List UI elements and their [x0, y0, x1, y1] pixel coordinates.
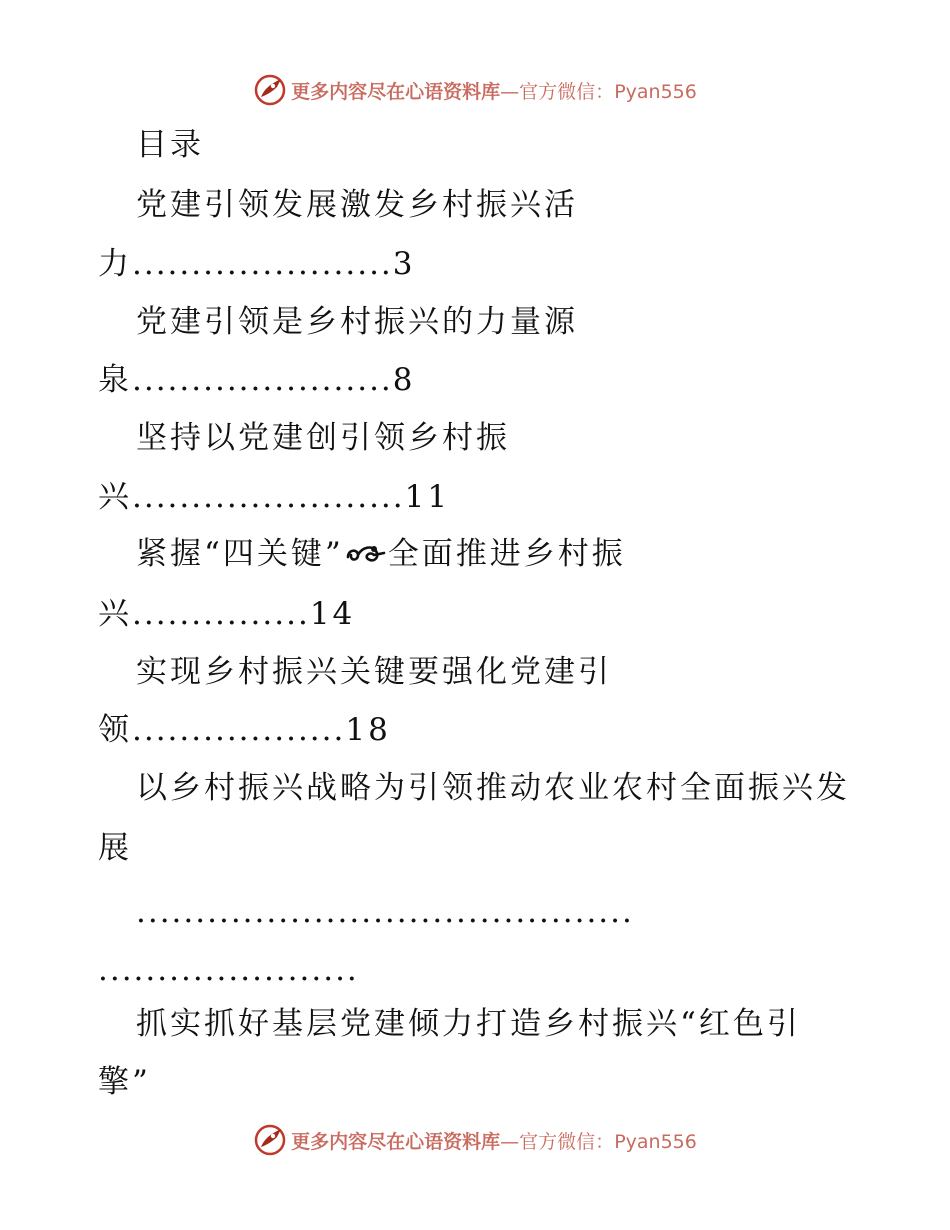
watermark-site: 更多内容尽在心语资料库 — [291, 80, 501, 103]
toc-leader: .................. — [132, 712, 346, 748]
toc-leader: ...................... — [132, 246, 393, 282]
swirl-ornament-icon — [344, 541, 388, 567]
watermark-dash: — — [500, 80, 520, 103]
watermark-dash: — — [500, 1130, 520, 1153]
pen-logo-icon — [253, 73, 287, 107]
toc-page-number: 3 — [392, 246, 416, 282]
footer-watermark — [0, 1120, 950, 1160]
toc-entry-3-title: 坚持以党建创引领乡村振 — [136, 420, 510, 456]
watermark-wechat: 官方微信： — [519, 1130, 615, 1153]
header-watermark — [0, 70, 950, 110]
toc-page-number: 18 — [345, 712, 391, 748]
toc-page-number: 8 — [392, 362, 416, 398]
toc-entry-2-cont: 泉......................8 — [98, 362, 416, 398]
watermark-account: Pyan556 — [614, 80, 697, 103]
toc-leader: ............... — [132, 596, 310, 632]
toc-page-number: 11 — [404, 479, 451, 515]
toc-entry-6-title: 以乡村振兴战略为引领推动农业农村全面振兴发 — [136, 770, 850, 806]
watermark-text — [291, 1127, 697, 1154]
toc-entry-5-cont: 领..................18 — [98, 712, 391, 748]
toc-entry-6-cont: 展 — [98, 830, 132, 866]
watermark-account: Pyan556 — [614, 1130, 697, 1153]
watermark-site: 更多内容尽在心语资料库 — [291, 1130, 501, 1153]
toc-leader: ....................... — [132, 479, 405, 515]
toc-entry-3-cont: 兴.......................11 — [98, 479, 451, 515]
toc-entry-5-title: 实现乡村振兴关键要强化党建引 — [136, 654, 612, 690]
toc-leader: .......................................... — [136, 894, 634, 930]
pen-logo-icon — [253, 1123, 287, 1157]
toc-entry-1-title: 党建引领发展激发乡村振兴活 — [136, 187, 578, 223]
toc-entry-7-title: 抓实抓好基层党建倾力打造乡村振兴“红色引 — [136, 1006, 801, 1042]
toc-entry-7-cont: 擎” — [98, 1064, 151, 1100]
toc-entry-2-title: 党建引领是乡村振兴的力量源 — [136, 304, 578, 340]
watermark-text — [291, 77, 697, 104]
toc-leader: ...................... — [98, 952, 359, 988]
toc-page-number: 14 — [309, 596, 356, 632]
toc-entry-1-cont: 力......................3 — [98, 246, 416, 282]
watermark-wechat: 官方微信： — [519, 80, 615, 103]
toc-entry-4-cont: 兴...............14 — [98, 596, 356, 632]
toc-leader: ...................... — [132, 362, 393, 398]
toc-heading: 目录 — [136, 127, 204, 163]
toc-entry-4-title: 紧握“四关键” 全面推进乡村振 — [136, 536, 626, 572]
